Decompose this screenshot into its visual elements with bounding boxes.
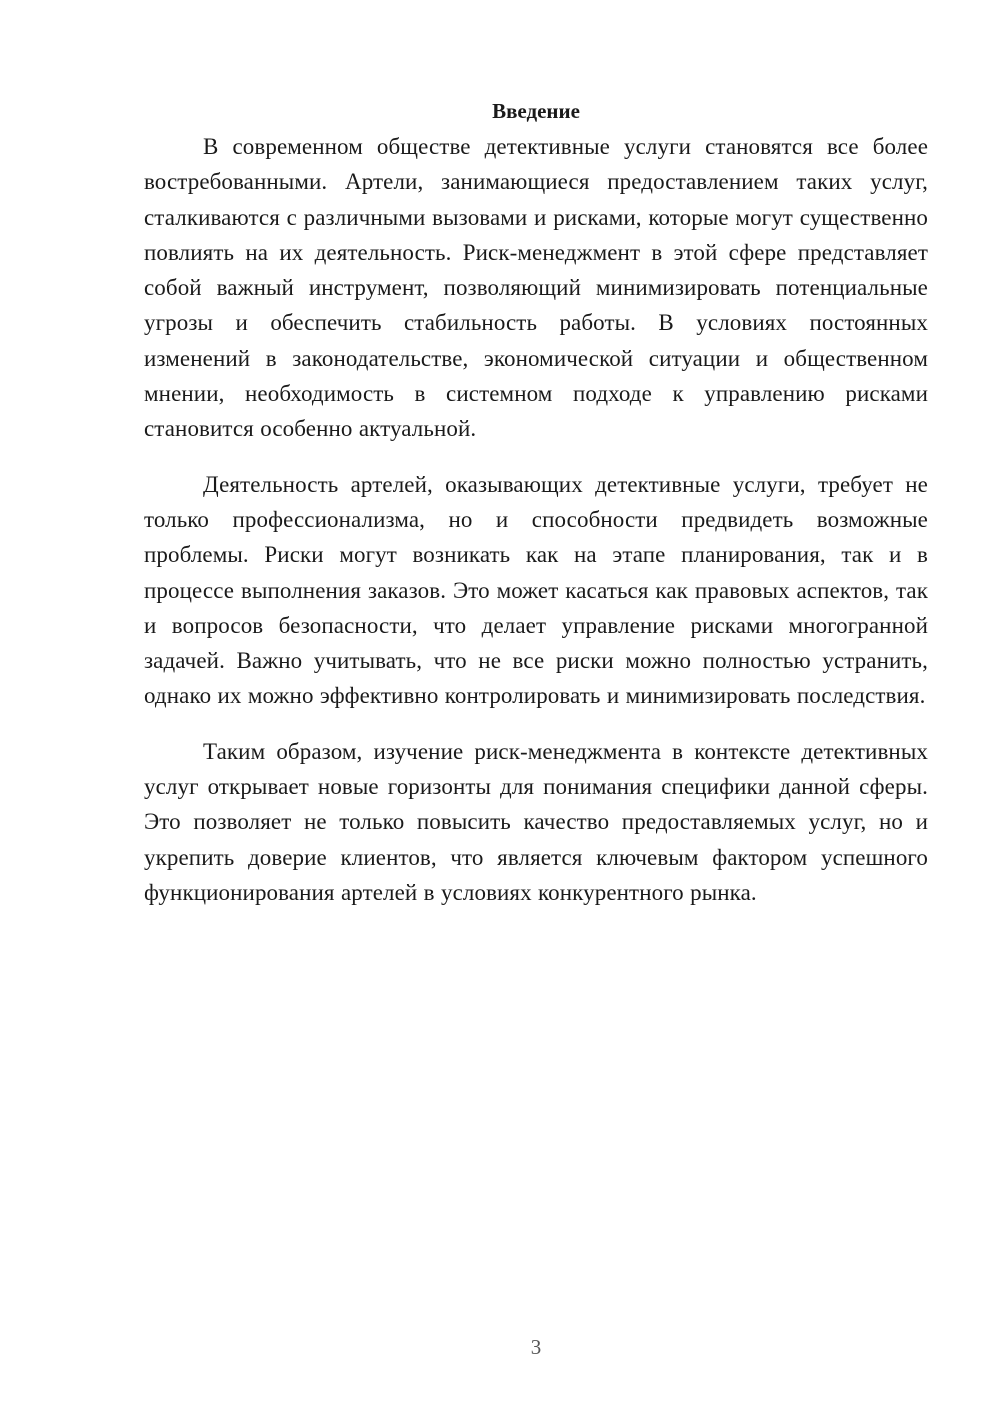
page-number: 3 [530,1335,542,1359]
paragraph-1: В современном обществе детективные услуги становятся все более востребованными. Артели, занимающиеся предоставлением таких услуг, сталкиваются с различными вызовами и рисками, которые могут существенно повлиять на их деятельность. Риск-менеджмент в этой сфере представляет собой важный инструмент, позволяющий минимизировать потенциальные угрозы и обеспечить стабильность работы. В условиях постоянных изменений в законодательстве, экономической ситуации и общественном мнении, необходимость в системном подходе к управлению рисками становится особенно актуальной. [144,134,928,442]
page-content [144,94,928,930]
paragraph-2: Деятельность артелей, оказывающих детективные услуги, требует не только профессионализма, но и способности предвидеть возможные проблемы. Риски могут возникать как на этапе планирования, так и в процессе выполнения заказов. Это может касаться как правовых аспектов, так и вопросов безопасности, что делает управление рисками многогранной задачей. Важно учитывать, что не все риски можно полностью устранить, однако их можно эффективно контролировать и минимизировать последствия. [144,471,928,709]
section-title: Введение [492,99,580,123]
paragraph-3: Таким образом, изучение риск-менеджмента в контексте детективных услуг открывает новые горизонты для понимания специфики данной сферы. Это позволяет не только повысить качество предоставляемых услуг, но и укрепить доверие клиентов, что является ключевым фактором успешного функционирования артелей в условиях конкурентного рынка. [144,738,928,905]
